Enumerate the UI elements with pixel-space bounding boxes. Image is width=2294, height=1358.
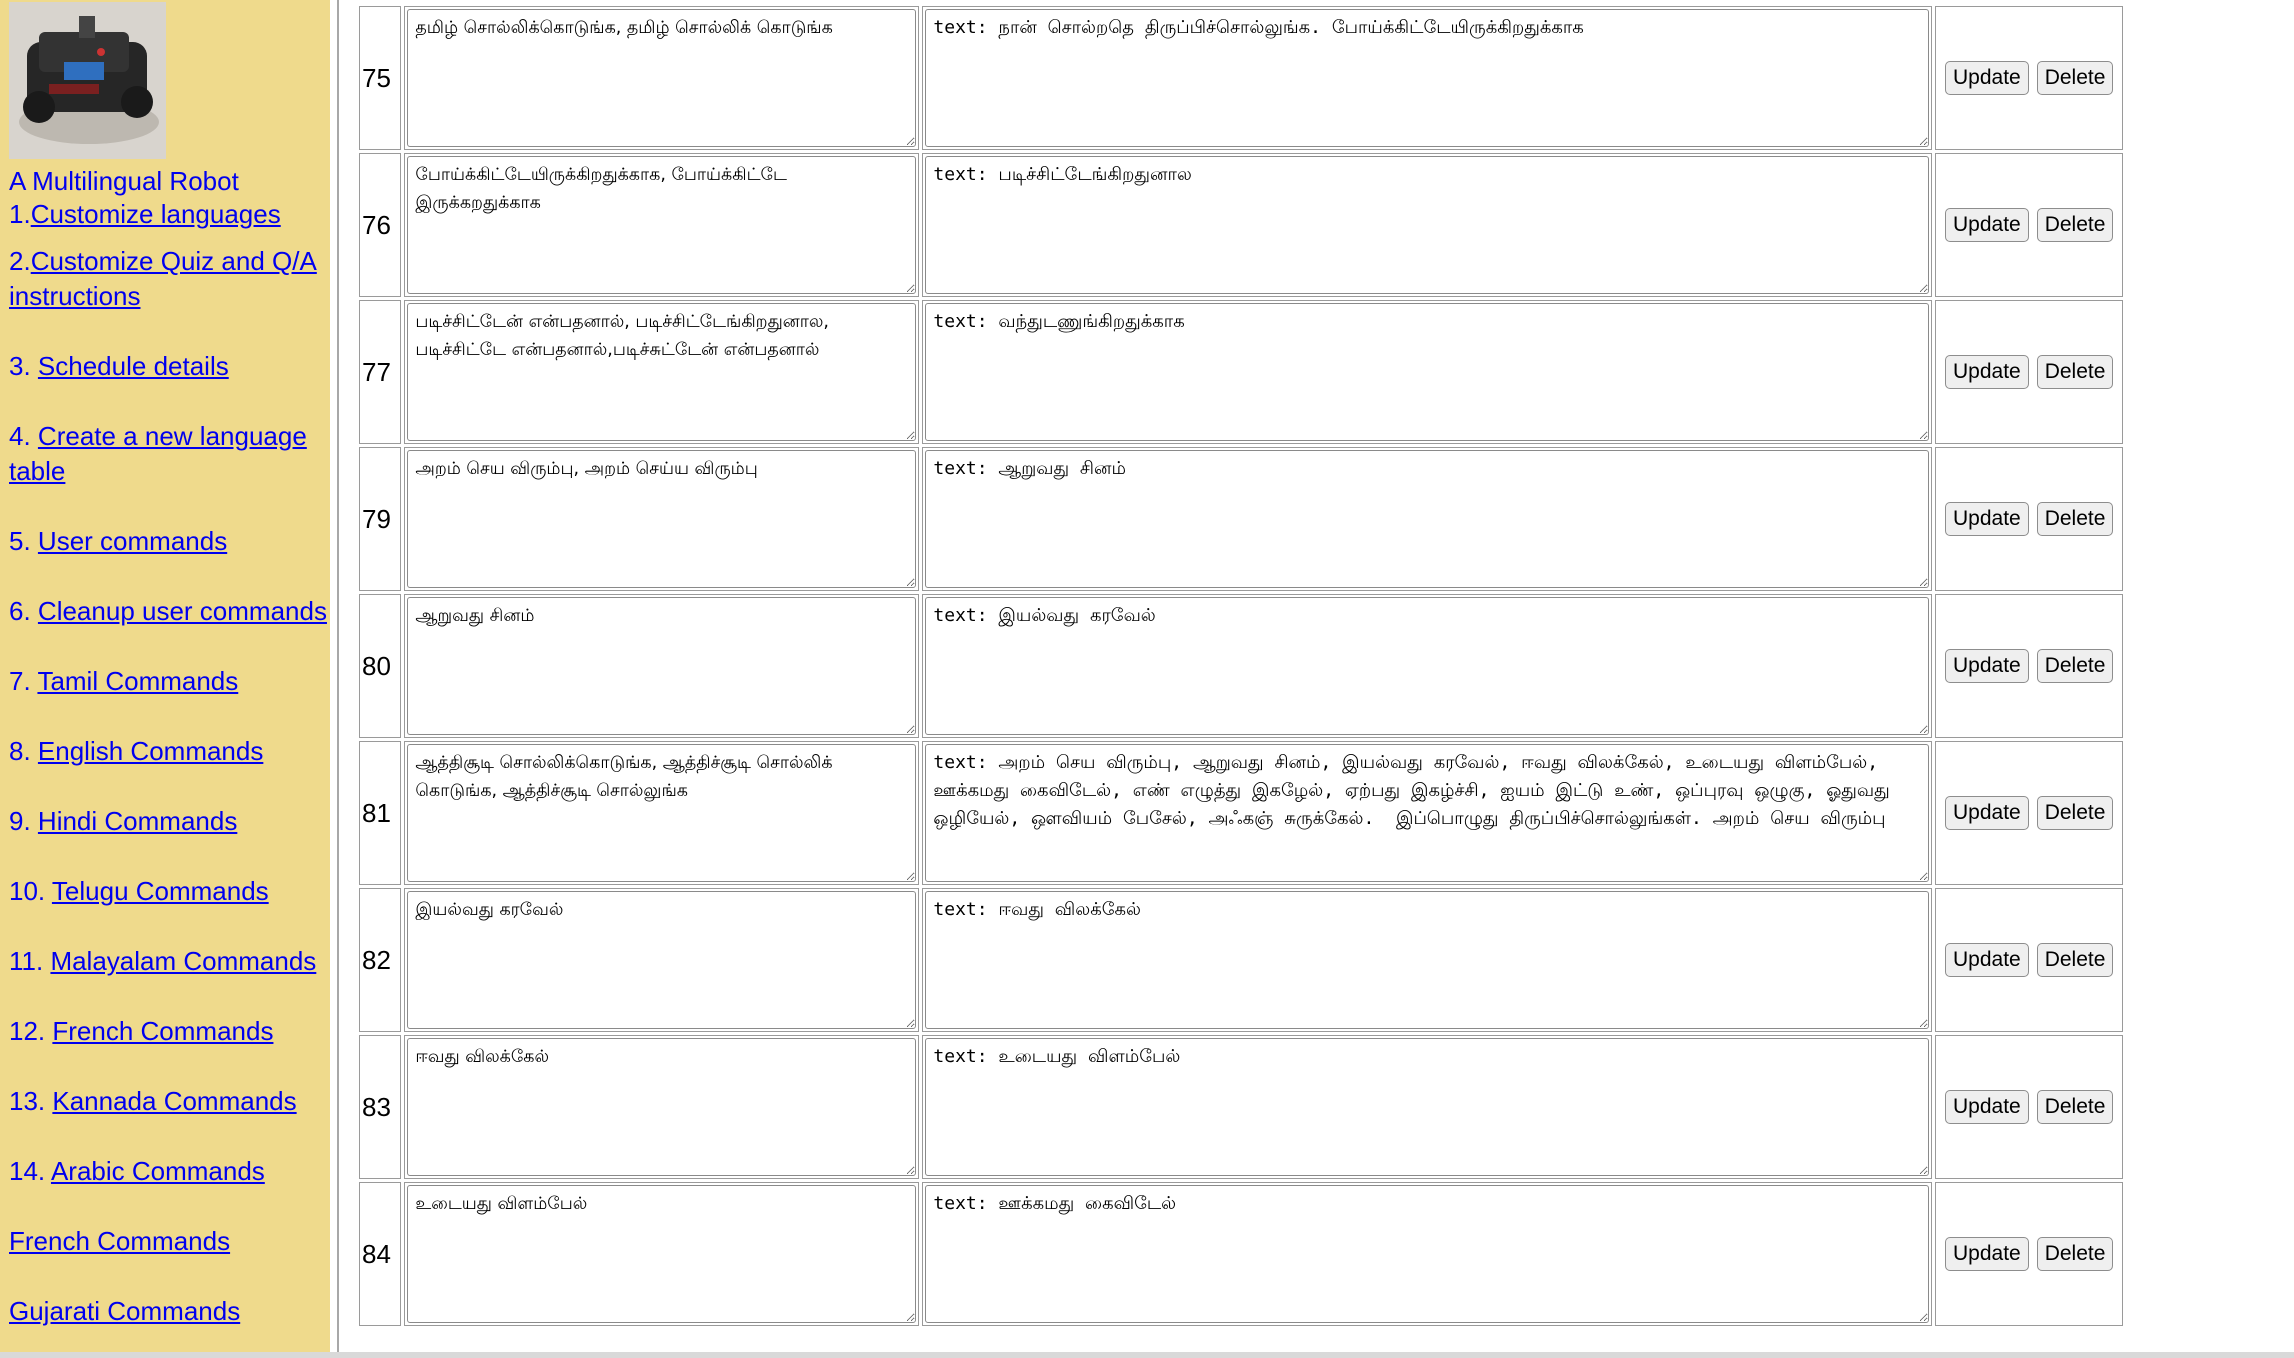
question-textarea[interactable]: ஆத்திசூடி சொல்லிக்கொடுங்க, ஆத்திச்சூடி சொல்லிக் கொடுங்க, ஆத்திச்சூடி சொல்லுங்க	[407, 744, 916, 882]
actions-cell	[1935, 594, 2123, 738]
row-id: 82	[359, 888, 401, 1032]
question-textarea[interactable]: போய்க்கிட்டேயிருக்கிறதுக்காக, போய்க்கிட்டே இருக்கறதுக்காக	[407, 156, 916, 294]
delete-button[interactable]: Delete	[2037, 796, 2114, 830]
sidebar-nav-link[interactable]: Arabic Commands	[50, 1156, 265, 1186]
sidebar-nav-item	[9, 1084, 330, 1119]
row-id: 75	[359, 6, 401, 150]
actions-cell	[1935, 1035, 2123, 1179]
actions-cell	[1935, 1182, 2123, 1326]
nav-list	[9, 197, 330, 1329]
actions-cell	[1935, 153, 2123, 297]
question-textarea[interactable]: ஆறுவது சினம்	[407, 597, 916, 735]
table-row	[359, 1182, 2123, 1326]
sidebar-nav-link[interactable]: Cleanup user commands	[37, 596, 327, 626]
update-button[interactable]: Update	[1945, 502, 2029, 536]
sidebar-nav-item	[9, 1224, 330, 1259]
table-row	[359, 741, 2123, 885]
sidebar-nav-number: 13.	[9, 1086, 53, 1116]
question-cell	[404, 888, 919, 1032]
delete-button[interactable]: Delete	[2037, 649, 2114, 683]
update-button[interactable]: Update	[1945, 1237, 2029, 1271]
table-row	[359, 300, 2123, 444]
commands-table-container	[356, 3, 2126, 1329]
sidebar-nav-number: 11.	[9, 946, 51, 976]
update-button[interactable]: Update	[1945, 1090, 2029, 1124]
row-id: 81	[359, 741, 401, 885]
sidebar-nav-item	[9, 874, 330, 909]
answer-textarea[interactable]: text: வந்துடணுங்கிறதுக்காக	[925, 303, 1929, 441]
question-textarea[interactable]: அறம் செய விரும்பு, அறம் செய்ய விரும்பு	[407, 450, 916, 588]
sidebar-nav-number: 9.	[9, 806, 38, 836]
question-textarea[interactable]: படிச்சிட்டேன் என்பதனால், படிச்சிட்டேங்கிறதுனால, படிச்சிட்டே என்பதனால்,படிச்சுட்டேன் என்பதனால்	[407, 303, 916, 441]
sidebar-nav-item	[9, 349, 330, 384]
update-button[interactable]: Update	[1945, 208, 2029, 242]
commands-table	[356, 3, 2126, 1329]
question-cell	[404, 153, 919, 297]
answer-textarea[interactable]: text: நான் சொல்றதெ திருப்பிச்சொல்லுங்க. போய்க்கிட்டேயிருக்கிறதுக்காக	[925, 9, 1929, 147]
sidebar-nav-item	[9, 244, 330, 314]
sidebar	[0, 0, 330, 1358]
sidebar-nav-number: 1.	[9, 199, 31, 229]
answer-textarea[interactable]: text: ஆறுவது சினம்	[925, 450, 1929, 588]
delete-button[interactable]: Delete	[2037, 61, 2114, 95]
update-button[interactable]: Update	[1945, 61, 2029, 95]
horizontal-scrollbar[interactable]	[0, 1352, 2294, 1358]
question-textarea[interactable]: உடையது விளம்பேல்	[407, 1185, 916, 1323]
sidebar-nav-item	[9, 419, 330, 489]
answer-textarea[interactable]: text: இயல்வது கரவேல்	[925, 597, 1929, 735]
row-id: 77	[359, 300, 401, 444]
sidebar-nav-link[interactable]: User commands	[37, 526, 228, 556]
question-cell	[404, 594, 919, 738]
sidebar-divider	[337, 0, 339, 1358]
site-title: A Multilingual Robot	[9, 166, 239, 196]
actions-cell	[1935, 6, 2123, 150]
sidebar-nav-link[interactable]: Kannada Commands	[52, 1086, 297, 1116]
row-id: 80	[359, 594, 401, 738]
delete-button[interactable]: Delete	[2037, 208, 2114, 242]
sidebar-nav-link[interactable]: Hindi Commands	[37, 806, 238, 836]
answer-cell	[922, 1035, 1932, 1179]
sidebar-nav-link[interactable]: Tamil Commands	[37, 666, 239, 696]
question-cell	[404, 6, 919, 150]
table-row	[359, 447, 2123, 591]
row-id: 79	[359, 447, 401, 591]
sidebar-nav-link[interactable]: Customize Quiz and Q/A instructions	[9, 246, 317, 311]
answer-cell	[922, 741, 1932, 885]
table-row	[359, 888, 2123, 1032]
question-cell	[404, 1035, 919, 1179]
answer-cell	[922, 888, 1932, 1032]
answer-textarea[interactable]: text: உடையது விளம்பேல்	[925, 1038, 1929, 1176]
sidebar-nav-item	[9, 1154, 330, 1189]
sidebar-nav-item	[9, 804, 330, 839]
sidebar-nav-link[interactable]: Create a new language table	[9, 421, 307, 486]
answer-textarea[interactable]: text: ஈவது விலக்கேல்	[925, 891, 1929, 1029]
sidebar-nav-item	[9, 524, 330, 559]
sidebar-nav-link[interactable]: French Commands	[52, 1016, 274, 1046]
delete-button[interactable]: Delete	[2037, 943, 2114, 977]
delete-button[interactable]: Delete	[2037, 355, 2114, 389]
sidebar-nav-number: 8.	[9, 736, 38, 766]
sidebar-nav-link[interactable]: Telugu Commands	[51, 876, 269, 906]
sidebar-nav-link[interactable]: Gujarati Commands	[9, 1296, 241, 1326]
sidebar-nav-link[interactable]: French Commands	[9, 1226, 231, 1256]
sidebar-nav-item	[9, 734, 330, 769]
answer-textarea[interactable]: text: ஊக்கமது கைவிடேல்	[925, 1185, 1929, 1323]
question-cell	[404, 300, 919, 444]
answer-cell	[922, 6, 1932, 150]
actions-cell	[1935, 447, 2123, 591]
actions-cell	[1935, 888, 2123, 1032]
question-textarea[interactable]: தமிழ் சொல்லிக்கொடுங்க, தமிழ் சொல்லிக் கொடுங்க	[407, 9, 916, 147]
robot-photo	[9, 2, 166, 159]
sidebar-nav-number: 6.	[9, 596, 38, 626]
sidebar-nav-link[interactable]: English Commands	[37, 736, 264, 766]
question-textarea[interactable]: இயல்வது கரவேல்	[407, 891, 916, 1029]
table-row	[359, 1035, 2123, 1179]
row-id: 83	[359, 1035, 401, 1179]
sidebar-nav-number: 5.	[9, 526, 38, 556]
answer-cell	[922, 447, 1932, 591]
table-row	[359, 594, 2123, 738]
answer-textarea[interactable]: text: படிச்சிட்டேங்கிறதுனால	[925, 156, 1929, 294]
sidebar-nav-number: 12.	[9, 1016, 53, 1046]
sidebar-nav-number: 14.	[9, 1156, 51, 1186]
answer-cell	[922, 594, 1932, 738]
delete-button[interactable]: Delete	[2037, 1237, 2114, 1271]
table-row	[359, 153, 2123, 297]
row-id: 84	[359, 1182, 401, 1326]
answer-textarea[interactable]: text: அறம் செய விரும்பு, ஆறுவது சினம், இயல்வது கரவேல், ஈவது விலக்கேல், உடையது விளம்பேல், ஊக்கமது கைவிடேல், எண் எழுத்து இகழேல், ஏற்பது இகழ்ச்சி, ஐயம் இட்டு உண், ஒப்புரவு ஒழுகு, ஓதுவது ஒழியேல், ஔவியம் பேசேல், அஃகஞ் சுருக்கேல். இப்பொழுது திருப்பிச்சொல்லுங்கள். அறம் செய விரும்பு	[925, 744, 1929, 882]
question-textarea[interactable]: ஈவது விலக்கேல்	[407, 1038, 916, 1176]
sidebar-nav-item	[9, 1294, 330, 1329]
sidebar-nav-number: 10.	[9, 876, 52, 906]
update-button[interactable]: Update	[1945, 355, 2029, 389]
sidebar-nav-number: 7.	[9, 666, 38, 696]
question-cell	[404, 741, 919, 885]
question-cell	[404, 447, 919, 591]
sidebar-nav-number: 2.	[9, 246, 31, 276]
sidebar-nav-link[interactable]: Customize languages	[30, 199, 281, 229]
table-row	[359, 6, 2123, 150]
sidebar-nav-number: 3.	[9, 351, 38, 381]
sidebar-nav-link[interactable]: Malayalam Commands	[50, 946, 317, 976]
sidebar-nav-item	[9, 1014, 330, 1049]
sidebar-nav-item	[9, 664, 330, 699]
row-id: 76	[359, 153, 401, 297]
actions-cell	[1935, 741, 2123, 885]
sidebar-nav-item	[9, 944, 330, 979]
actions-cell	[1935, 300, 2123, 444]
delete-button[interactable]: Delete	[2037, 1090, 2114, 1124]
update-button[interactable]: Update	[1945, 796, 2029, 830]
sidebar-nav-number: 4.	[9, 421, 38, 451]
delete-button[interactable]: Delete	[2037, 502, 2114, 536]
sidebar-nav-link[interactable]: Schedule details	[37, 351, 229, 381]
question-cell	[404, 1182, 919, 1326]
answer-cell	[922, 1182, 1932, 1326]
update-button[interactable]: Update	[1945, 943, 2029, 977]
sidebar-nav-item	[9, 594, 330, 629]
sidebar-nav-item	[9, 197, 330, 232]
update-button[interactable]: Update	[1945, 649, 2029, 683]
answer-cell	[922, 300, 1932, 444]
answer-cell	[922, 153, 1932, 297]
